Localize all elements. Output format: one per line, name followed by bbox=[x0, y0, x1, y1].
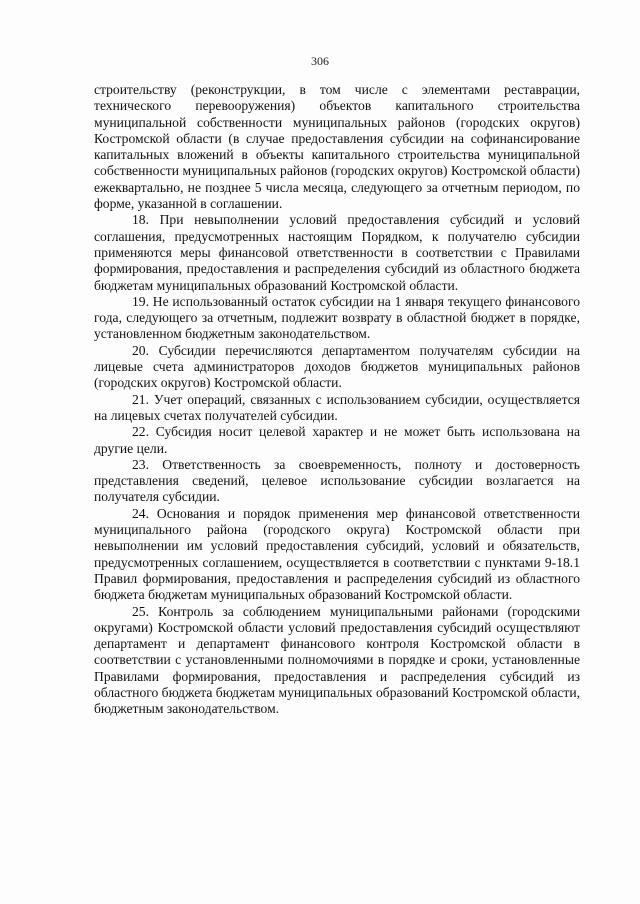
paragraph-23: 23. Ответственность за своевременность, полноту и достоверность представления сведений, целевое использование субсидии возлагается на получателя субсидии. bbox=[94, 456, 580, 505]
paragraph-20: 20. Субсидии перечисляются департаментом получателям субсидии на лицевые счета администраторов доходов бюджетов муниципальных районов (городских округов) Костромской области. bbox=[94, 342, 580, 391]
paragraph-24: 24. Основания и порядок применения мер финансовой ответственности муниципального района (городского округа) Костромской области при невыполнении им условий предоставления субсидий, условий и обязательств, предусмотренных соглашением, осуществляется в соответствии с пунктами 9-18.1 Правил формирования, предоставления и распределения субсидий из областного бюджета бюджетам муниципальных образований Костромской области. bbox=[94, 505, 580, 603]
paragraph-17-continuation: строительству (реконструкции, в том числе с элементами реставрации, технического перевооружения) объектов капитального строительства муниципальной собственности муниципальных районов (городских округов) Костромской области (в случае предоставления субсидии на софинансирование капитальных вложений в объекты капитального строительства муниципальной собственности муниципальных районов (городских округов) Костромской области) ежеквартально, не позднее 5 числа месяца, следующего за отчетным периодом, по форме, указанной в соглашении. bbox=[94, 82, 580, 212]
paragraph-18: 18. При невыполнении условий предоставления субсидий и условий соглашения, предусмотренных настоящим Порядком, к получателю субсидии применяются меры финансовой ответственности в соответствии с Правилами формирования, предоставления и распределения субсидий из областного бюджета бюджетам муниципальных образований Костромской области. bbox=[94, 212, 580, 293]
paragraph-25: 25. Контроль за соблюдением муниципальными районами (городскими округами) Костромской области условий предоставления субсидий осуществляют департамент и департамент финансового контроля Костромской области в соответствии с установленными полномочиями в порядке и сроки, установленные Правилами формирования, предоставления и распределения субсидий из областного бюджета бюджетам муниципальных образований Костромской области, бюджетным законодательством. bbox=[94, 603, 580, 717]
page-number: 306 bbox=[311, 54, 329, 68]
document-body bbox=[94, 82, 580, 718]
paragraph-22: 22. Субсидия носит целевой характер и не может быть использована на другие цели. bbox=[94, 424, 580, 456]
paragraph-21: 21. Учет операций, связанных с использованием субсидии, осуществляется на лицевых счетах получателей субсидии. bbox=[94, 391, 580, 423]
paragraph-19: 19. Не использованный остаток субсидии на 1 января текущего финансового года, следующего за отчетным, подлежит возврату в областной бюджет в порядке, установленном бюджетным законодательством. bbox=[94, 293, 580, 342]
